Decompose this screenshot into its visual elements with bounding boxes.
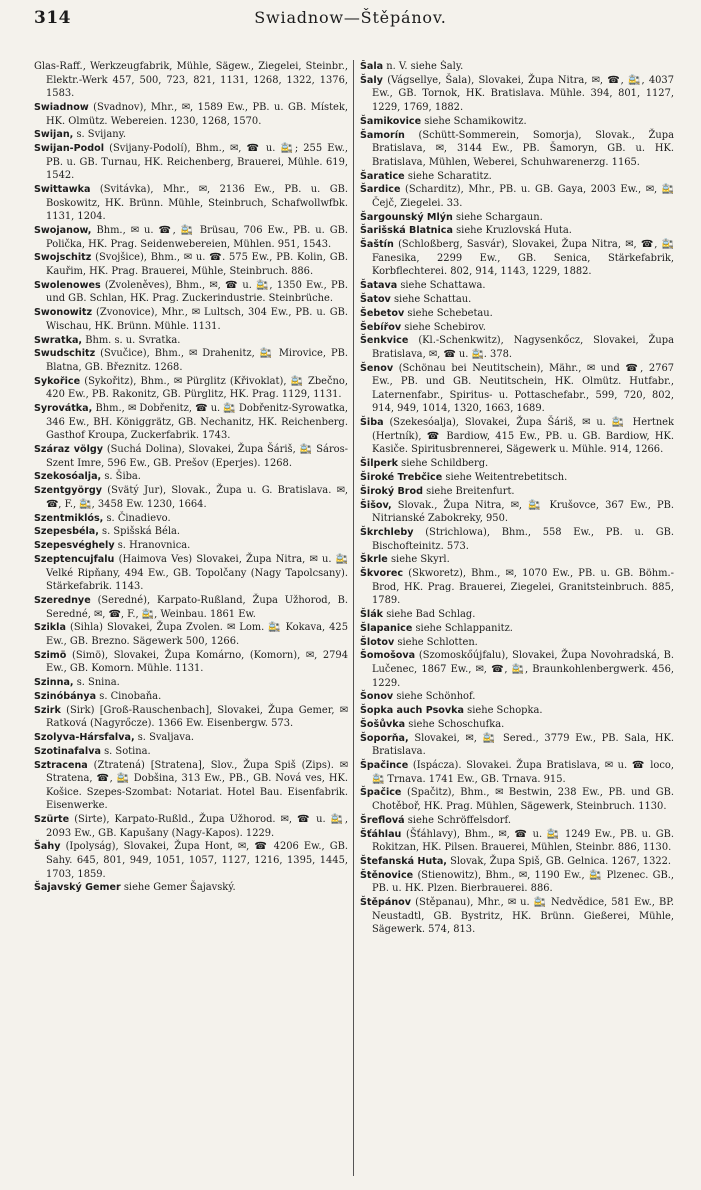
gazetteer-entry: [34, 539, 348, 553]
gazetteer-entry: [360, 499, 674, 526]
entry-headword: Szeptencujfalu: [34, 553, 115, 565]
gazetteer-entry: [360, 786, 674, 813]
entry-headword: Szirk: [34, 704, 61, 716]
gazetteer-entry: [360, 183, 674, 210]
gazetteer-entry: [360, 814, 674, 828]
gazetteer-entry: [360, 362, 674, 416]
entry-text: (Stěpanau), Mhr., ✉ u. 🚉 Nedvědice, 581 Ew., BP. Neustadtl, GB. Bystritz, HK. Brünn. Gießerei, Mühle, Sägewerk. 574, 813.: [372, 897, 674, 936]
entry-text: (Sykořitz), Bhm., ✉ Pürglitz (Křivoklat), 🚉 Zbečno, 420 Ew., PB. Rakonitz, GB. Pürglitz, HK. Prag. 1129, 1131.: [46, 375, 348, 401]
entry-text: (Strichlowa), Bhm., 558 Ew., PB. u. GB. Bischofteinitz. 573.: [372, 526, 674, 552]
entry-text: (Stienowitz), Bhm., ✉, 1190 Ew., 🚉 Plzenec. GB., PB. u. HK. Plzen. Bierbrauerei. 886.: [372, 869, 674, 895]
entry-headword: Swudschitz: [34, 348, 96, 360]
entry-headword: Swojschitz: [34, 252, 92, 264]
gazetteer-entry: [360, 238, 674, 279]
entry-headword: Šamorín: [360, 129, 405, 141]
entry-headword: Szolyva-Hársfalva,: [34, 731, 135, 743]
entry-text: Bhm., ✉ u. ☎, 🚉 Brüsau, 706 Ew., PB. u. GB. Polička, HK. Prag. Seidenwebereien, Mühlen. 951, 1543.: [46, 225, 348, 250]
gazetteer-entry: [360, 115, 674, 129]
gazetteer-entry: [34, 690, 348, 704]
page-number: 314: [34, 8, 71, 28]
gazetteer-entry: [360, 704, 674, 718]
entry-text: (Ztratená) [Stratena], Slov., Župa Spiš (Zips). ✉ Stratena, ☎, 🚉 Dobšina, 313 Ew., PB., GB. Nová ves, HK. Košice. Szepes-Szombat: Notariat. Hotel Bau. Eisenfabrik. Eisenwerke.: [46, 759, 348, 812]
left-column: [34, 60, 348, 1182]
entry-headword: Šťáhlau: [360, 828, 402, 840]
gazetteer-entry: [34, 279, 348, 306]
entry-headword: Szinna,: [34, 677, 74, 689]
entry-headword: Šreflová: [360, 814, 405, 826]
entry-headword: Szentgyörgy: [34, 485, 102, 497]
entry-headword: Sykořice: [34, 375, 81, 387]
entry-headword: Špačince: [360, 760, 409, 772]
gazetteer-entry: [360, 608, 674, 622]
entry-text: (Scharditz), Mhr., PB. u. GB. Gaya, 2003 Ew., ✉, 🚉 Čejč, Ziegelei. 33.: [372, 184, 674, 209]
entry-text: siehe Schamikowitz.: [424, 115, 527, 127]
entry-headword: Šišov,: [360, 499, 392, 511]
entry-headword: Šajavský Gemer: [34, 882, 121, 894]
entry-text: (Svätý Jur), Slovak., Župa u. G. Bratislava. ✉, ☎, F., 🚉, 3458 Ew. 1230, 1664.: [46, 485, 348, 510]
entry-text: siehe Skyrl.: [390, 554, 450, 566]
entry-headword: Szotinafalva: [34, 745, 101, 757]
entry-text: siehe Schargaun.: [455, 211, 543, 223]
entry-text: (Svadnov), Mhr., ✉, 1589 Ew., PB. u. GB. Místek, HK. Olmütz. Webereien. 1230, 1268, 1570.: [46, 101, 348, 127]
gazetteer-entry: [34, 594, 348, 621]
gazetteer-entry: [34, 621, 348, 648]
gazetteer-entry: [360, 293, 674, 307]
entry-headword: Štěnovice: [360, 869, 414, 881]
gazetteer-entry: [360, 129, 674, 170]
entry-headword: Szürte: [34, 814, 70, 826]
entry-text: siehe Schildberg.: [401, 458, 489, 470]
gazetteer-entry: [34, 101, 348, 128]
entry-text: s. Sotina.: [104, 745, 151, 757]
entry-headword: Swojanow,: [34, 225, 92, 237]
gazetteer-entry: [360, 649, 674, 690]
entry-text: s. Svaljava.: [137, 731, 195, 743]
gazetteer-entry: [34, 553, 348, 594]
entry-headword: Štěpánov: [360, 897, 412, 909]
entry-text: (Haimova Ves) Slovakei, Župa Nitra, ✉ u. 🚉 Velké Ripňany, 494 Ew., GB. Topolčany (Nagy Tapolcsany). Stärkefabrik. 1143.: [46, 553, 348, 593]
entry-headword: Szimö: [34, 649, 67, 661]
entry-text: (Svučice), Bhm., ✉ Drahenitz, 🚉 Mirovice, PB. Blatna, GB. Březnitz. 1268.: [46, 348, 348, 373]
entry-text: (Ipolyság), Slovakei, Župa Hont, ✉, ☎ 4206 Ew., GB. Sahy. 645, 801, 949, 1051, 1057, 1127, 1216, 1395, 1445, 1703, 1859.: [46, 841, 348, 880]
gazetteer-entry: [34, 347, 348, 374]
entry-text: (Svojšice), Bhm., ✉ u. ☎. 575 Ew., PB. Kolin, GB. Kauřim, HK. Prag. Brauerei, Mühle, Steinbruch. 886.: [46, 252, 348, 278]
gazetteer-entry: [360, 60, 674, 74]
entry-text: (Sihla) Slovakei, Župa Zvolen. ✉ Lom. 🚉 Kokava, 425 Ew., GB. Brezno. Sägewerk 500, 1266.: [46, 622, 348, 647]
gazetteer-entry: [34, 525, 348, 539]
entry-headword: Šala: [360, 61, 384, 72]
entry-headword: Štefanská Huta,: [360, 856, 447, 867]
entry-text: siehe Breitenfurt.: [426, 485, 515, 497]
entry-headword: Šamikovice: [360, 115, 422, 127]
gazetteer-entry: [34, 512, 348, 526]
entry-headword: Šaratice: [360, 170, 405, 182]
column-divider: [353, 60, 354, 1176]
right-column: [360, 60, 674, 1182]
entry-headword: Šošůvka: [360, 718, 406, 730]
entry-headword: Szepesbéla,: [34, 526, 99, 538]
entry-headword: Šatov: [360, 293, 391, 305]
entry-headword: Šonov: [360, 691, 394, 703]
entry-text: siehe Kruzlovská Huta.: [456, 225, 572, 237]
entry-text: (Sirk) [Groß-Rauschenbach], Slovakei, Župa Gemer, ✉ Ratková (Nagyrőcze). 1366 Ew. Eisenbergw. 573.: [46, 704, 348, 730]
entry-text: (Zvonovice), Mhr., ✉ Lultsch, 304 Ew., PB. u. GB. Wischau, HK. Brünn. Mühle. 1131.: [46, 307, 348, 332]
gazetteer-entry: [360, 828, 674, 855]
entry-headword: Syrovátka,: [34, 403, 93, 415]
gazetteer-entry: [34, 813, 348, 840]
entry-text: s. Spišská Béla.: [102, 526, 181, 538]
entry-headword: Šlapanice: [360, 622, 413, 634]
entry-text: siehe Schröffelsdorf.: [407, 814, 511, 826]
entry-headword: Šilperk: [360, 458, 398, 470]
entry-headword: Swijan,: [34, 129, 74, 141]
entry-headword: Široké Trebčice: [360, 472, 443, 483]
entry-headword: Szikla: [34, 622, 66, 634]
entry-headword: Swiadnow: [34, 101, 89, 113]
entry-headword: Swratka,: [34, 334, 83, 346]
entry-text: siehe Schopka.: [467, 705, 543, 717]
running-head: Swiadnow—Štěpánov.: [254, 8, 447, 27]
gazetteer-entry: [34, 745, 348, 759]
entry-text: s. Snina.: [76, 677, 120, 689]
entry-headword: Šargounský Mlýn: [360, 211, 453, 223]
entry-text: (Svijany-Podolí), Bhm., ✉, ☎ u. 🚉; 255 Ew., PB. u. GB. Turnau, HK. Reichenberg, Brauerei, Mühle. 619, 1542.: [46, 143, 348, 182]
entry-headword: Száraz völgy: [34, 444, 104, 456]
entry-headword: Škrchleby: [360, 526, 414, 538]
gazetteer-entry: [34, 484, 348, 511]
entry-headword: Špačice: [360, 787, 402, 799]
entry-headword: Szekosóalja,: [34, 471, 102, 483]
entry-text: s. Hranovnica.: [117, 540, 191, 552]
entry-headword: Swittawka: [34, 184, 91, 196]
entry-headword: Šaštín: [360, 239, 394, 251]
entry-headword: Swonowitz: [34, 307, 93, 319]
entry-text: (Skworetz), Bhm., ✉, 1070 Ew., PB. u. GB. Böhm.-Brod, HK. Prag. Brauerei, Ziegelei, Granitsteinbruch. 885, 1789.: [372, 568, 674, 607]
entry-text: siehe Weitentrebetitsch.: [445, 472, 568, 483]
entry-headword: Šenov: [360, 362, 394, 374]
gazetteer-entry: [34, 840, 348, 881]
gazetteer-entry: [360, 334, 674, 361]
gazetteer-entry: [34, 60, 348, 101]
gazetteer-entry: [34, 334, 348, 348]
entry-text: siehe Schönhof.: [396, 691, 476, 703]
entry-headword: Šlák: [360, 609, 384, 621]
entry-text: s. Šiba.: [104, 471, 141, 483]
entry-headword: Šoporňa,: [360, 732, 409, 744]
gazetteer-entry: [34, 306, 348, 333]
gazetteer-entry: [34, 375, 348, 402]
gazetteer-entry: [34, 470, 348, 484]
entry-text: (Simö), Slovakei, Župa Komárno, (Komorn), ✉, 2794 Ew., GB. Komorn. Mühle. 1131.: [46, 649, 348, 675]
gazetteer-entry: [34, 142, 348, 183]
entry-headword: Szinóbánya: [34, 690, 97, 702]
entry-text: Slovak, Župa Spiš, GB. Gelnica. 1267, 1322.: [450, 856, 672, 867]
gazetteer-entry: [360, 718, 674, 732]
gazetteer-entry: [34, 128, 348, 142]
page-header: [0, 8, 701, 30]
entry-text: (Zvoleněves), Bhm., ✉, ☎ u. 🚉, 1350 Ew., PB. und GB. Schlan, HK. Prag. Zuckerindustrie. Steinbrüche.: [46, 279, 348, 305]
entry-headword: Široký Brod: [360, 485, 423, 497]
entry-text: Slovak., Župa Nitra, ✉, 🚉 Krušovce, 367 Ew., PB. Nitrianské Zabokreky, 950.: [372, 499, 674, 525]
entry-headword: Szepesvéghely: [34, 540, 115, 552]
entry-headword: Šaly: [360, 74, 383, 86]
entry-text: (Szomoskőújfalu), Slovakei, Župa Novohradská, B. Lučenec, 1867 Ew., ✉, ☎, 🚉, Braunkohlenbergwerk. 456, 1229.: [372, 650, 674, 689]
gazetteer-entry: [360, 321, 674, 335]
gazetteer-entry: [360, 307, 674, 321]
entry-text: (Sirte), Karpato-Rußld., Župa Užhorod. ✉, ☎ u. 🚉, 2093 Ew., GB. Kapušany (Nagy-Kapos). 1229.: [46, 814, 348, 839]
entry-text: (Schönau bei Neutitschein), Mähr., ✉ und ☎, 2767 Ew., PB. und GB. Neutitschein, HK. Olmütz. Hutfabr., Laternenfabr., Spiritus- u. Pottaschefabr., 599, 720, 802, 914, 949, 1014, 1320, 1663, 1689.: [372, 362, 674, 415]
gazetteer-entry: [34, 676, 348, 690]
entry-headword: Šenkvice: [360, 335, 409, 347]
entry-text: Bhm. s. u. Svratka.: [85, 334, 181, 346]
entry-text: (Schütt-Sommerein, Somorja), Slovak., Župa Bratislava, ✉, 3144 Ew., PB. Šamoryn, GB. u. HK. Bratislava, Mühlen, Weberei, Schuhwarenerzg. 1165.: [372, 129, 674, 168]
entry-headword: Szerednye: [34, 594, 91, 606]
gazetteer-entry: [360, 170, 674, 184]
gazetteer-entry: [34, 251, 348, 278]
entry-text: (Šťáhlavy), Bhm., ✉, ☎ u. 🚉 1249 Ew., PB. u. GB. Rokitzan, HK. Pilsen. Brauerei, Mühlen, Steinbr. 886, 1130.: [372, 828, 674, 854]
gazetteer-entry: [34, 759, 348, 813]
gazetteer-entry: [360, 471, 674, 485]
entry-text: (Schloßberg, Sasvár), Slovakei, Župa Nitra, ✉, ☎, 🚉 Fanesika, 2299 Ew., GB. Senica, Stärkefabrik, Korbflechterei. 802, 914, 1143, 1229, 1882.: [372, 239, 674, 278]
entry-text: s. Svijany.: [76, 129, 127, 141]
gazetteer-entry: [360, 416, 674, 457]
entry-text: siehe Schattau.: [393, 293, 472, 305]
gazetteer-entry: [360, 759, 674, 786]
entry-headword: Šarišská Blatnica: [360, 225, 453, 237]
gazetteer-entry: [34, 704, 348, 731]
entry-text: s. Činadievo.: [106, 512, 171, 524]
gazetteer-entry: [34, 402, 348, 443]
gazetteer-entry: [360, 74, 674, 115]
entry-text: (Kl.-Schenkwitz), Nagysenkőcz, Slovakei, Župa Bratislava, ✉, ☎ u. 🚉. 378.: [372, 335, 674, 360]
entry-headword: Škvorec: [360, 568, 404, 580]
entry-text: (Spačitz), Bhm., ✉ Bestwin, 238 Ew., PB. und GB. Chotěboř, HK. Prag. Mühlen, Sägewerk, Steinbruch. 1130.: [372, 787, 674, 813]
entry-text: siehe Schlappanitz.: [415, 622, 513, 634]
gazetteer-entry: [360, 896, 674, 937]
entry-text: (Seredné), Karpato-Rußland, Župa Užhorod, B. Seredné, ✉, ☎, F., 🚉, Weinbau. 1861 Ew.: [46, 594, 348, 620]
entry-headword: Szentmiklós,: [34, 512, 104, 524]
gazetteer-entry: [34, 183, 348, 224]
entry-text: siehe Gemer Šajavský.: [123, 882, 236, 894]
entry-text: siehe Scharatitz.: [407, 170, 492, 182]
gazetteer-entry: [360, 279, 674, 293]
entry-headword: Šomošova: [360, 650, 416, 662]
entry-text: siehe Schoschufka.: [408, 718, 505, 730]
gazetteer-entry: [34, 649, 348, 676]
entry-text: siehe Schebirov.: [404, 321, 486, 333]
gazetteer-entry: [360, 457, 674, 471]
entry-text: Slovakei, ✉, 🚉 Sered., 3779 Ew., PB. Sala, HK. Bratislava.: [372, 732, 674, 758]
entry-headword: Swolenowes: [34, 279, 101, 291]
gazetteer-entry: [34, 224, 348, 251]
entry-text: s. Cinobaňa.: [99, 690, 162, 702]
gazetteer-entry: [360, 224, 674, 238]
gazetteer-entry: [360, 732, 674, 759]
entry-headword: Škrle: [360, 554, 388, 566]
gazetteer-entry: [360, 485, 674, 499]
entry-text: (Szekesóalja), Slovakei, Župa Šáriš, ✉ u. 🚉 Hertnek (Hertník), ☎ Bardiow, 415 Ew., PB. u. GB. Bardiow, HK. Kasiče. Spiritusbrennerei, Sägewerk u. Mühle. 914, 1266.: [372, 417, 674, 456]
entry-headword: Šebířov: [360, 321, 402, 333]
gazetteer-entry: [360, 855, 674, 869]
entry-text: siehe Schlotten.: [397, 636, 478, 648]
entry-text: (Svitávka), Mhr., ✉, 2136 Ew., PB. u. GB. Boskowitz, HK. Brünn. Mühle, Steinbruch, Schafwollwfbk. 1131, 1204.: [46, 184, 348, 223]
gazetteer-entry: [360, 553, 674, 567]
gazetteer-entry: [360, 526, 674, 553]
entry-headword: Šardice: [360, 184, 401, 196]
entry-text: (Vágsellye, Šala), Slovakei, Župa Nitra, ✉, ☎, 🚉, 4037 Ew., GB. Tornok, HK. Bratislava. Mühle. 394, 801, 1127, 1229, 1769, 1882.: [372, 74, 674, 113]
gazetteer-entry: [360, 869, 674, 896]
entry-headword: Swijan-Podol: [34, 143, 105, 155]
entry-headword: Šiba: [360, 417, 384, 429]
entry-headword: Šopka auch Psovka: [360, 705, 464, 717]
entry-text: (Ispácza). Slovakei. Župa Bratislava, ✉ u. ☎ loco, 🚉 Trnava. 1741 Ew., GB. Trnava. 915.: [372, 760, 674, 785]
entry-headword: Sztracena: [34, 759, 88, 771]
entry-text: siehe Schattawa.: [400, 280, 486, 292]
entry-text: Glas-Raff., Werkzeugfabrik, Mühle, Sägew., Ziegelei, Steinbr., Elektr.-Werk 457, 500, 723, 821, 1131, 1268, 1322, 1376, 1583.: [34, 61, 348, 100]
gazetteer-entry: [360, 690, 674, 704]
gazetteer-entry: [360, 636, 674, 650]
entry-text: n. V. siehe Šaly.: [386, 61, 464, 72]
gazetteer-entry: [34, 881, 348, 895]
entry-text: siehe Schebetau.: [407, 307, 493, 319]
entry-text: (Suchá Dolina), Slovakei, Župa Šáriš, 🚉 Sáros-Szent Imre, 596 Ew., GB. Prešov (Eperjes). 1268.: [46, 444, 348, 469]
entry-headword: Šebetov: [360, 307, 405, 319]
gazetteer-entry: [34, 443, 348, 470]
entry-headword: Šahy: [34, 841, 61, 853]
gazetteer-entry: [360, 567, 674, 608]
gazetteer-entry: [360, 622, 674, 636]
entry-headword: Šatava: [360, 280, 398, 292]
entry-headword: Šlotov: [360, 636, 395, 648]
gazetteer-entry: [34, 731, 348, 745]
gazetteer-entry: [360, 211, 674, 225]
entry-text: siehe Bad Schlag.: [386, 609, 476, 621]
entry-text: Bhm., ✉ Dobřenitz, ☎ u. 🚉 Dobřenitz-Syrowatka, 346 Ew., BH. Königgrätz, GB. Nechanitz, HK. Reichenberg. Gasthof Kroupa, Zuckerfabrik. 1743.: [46, 403, 348, 442]
